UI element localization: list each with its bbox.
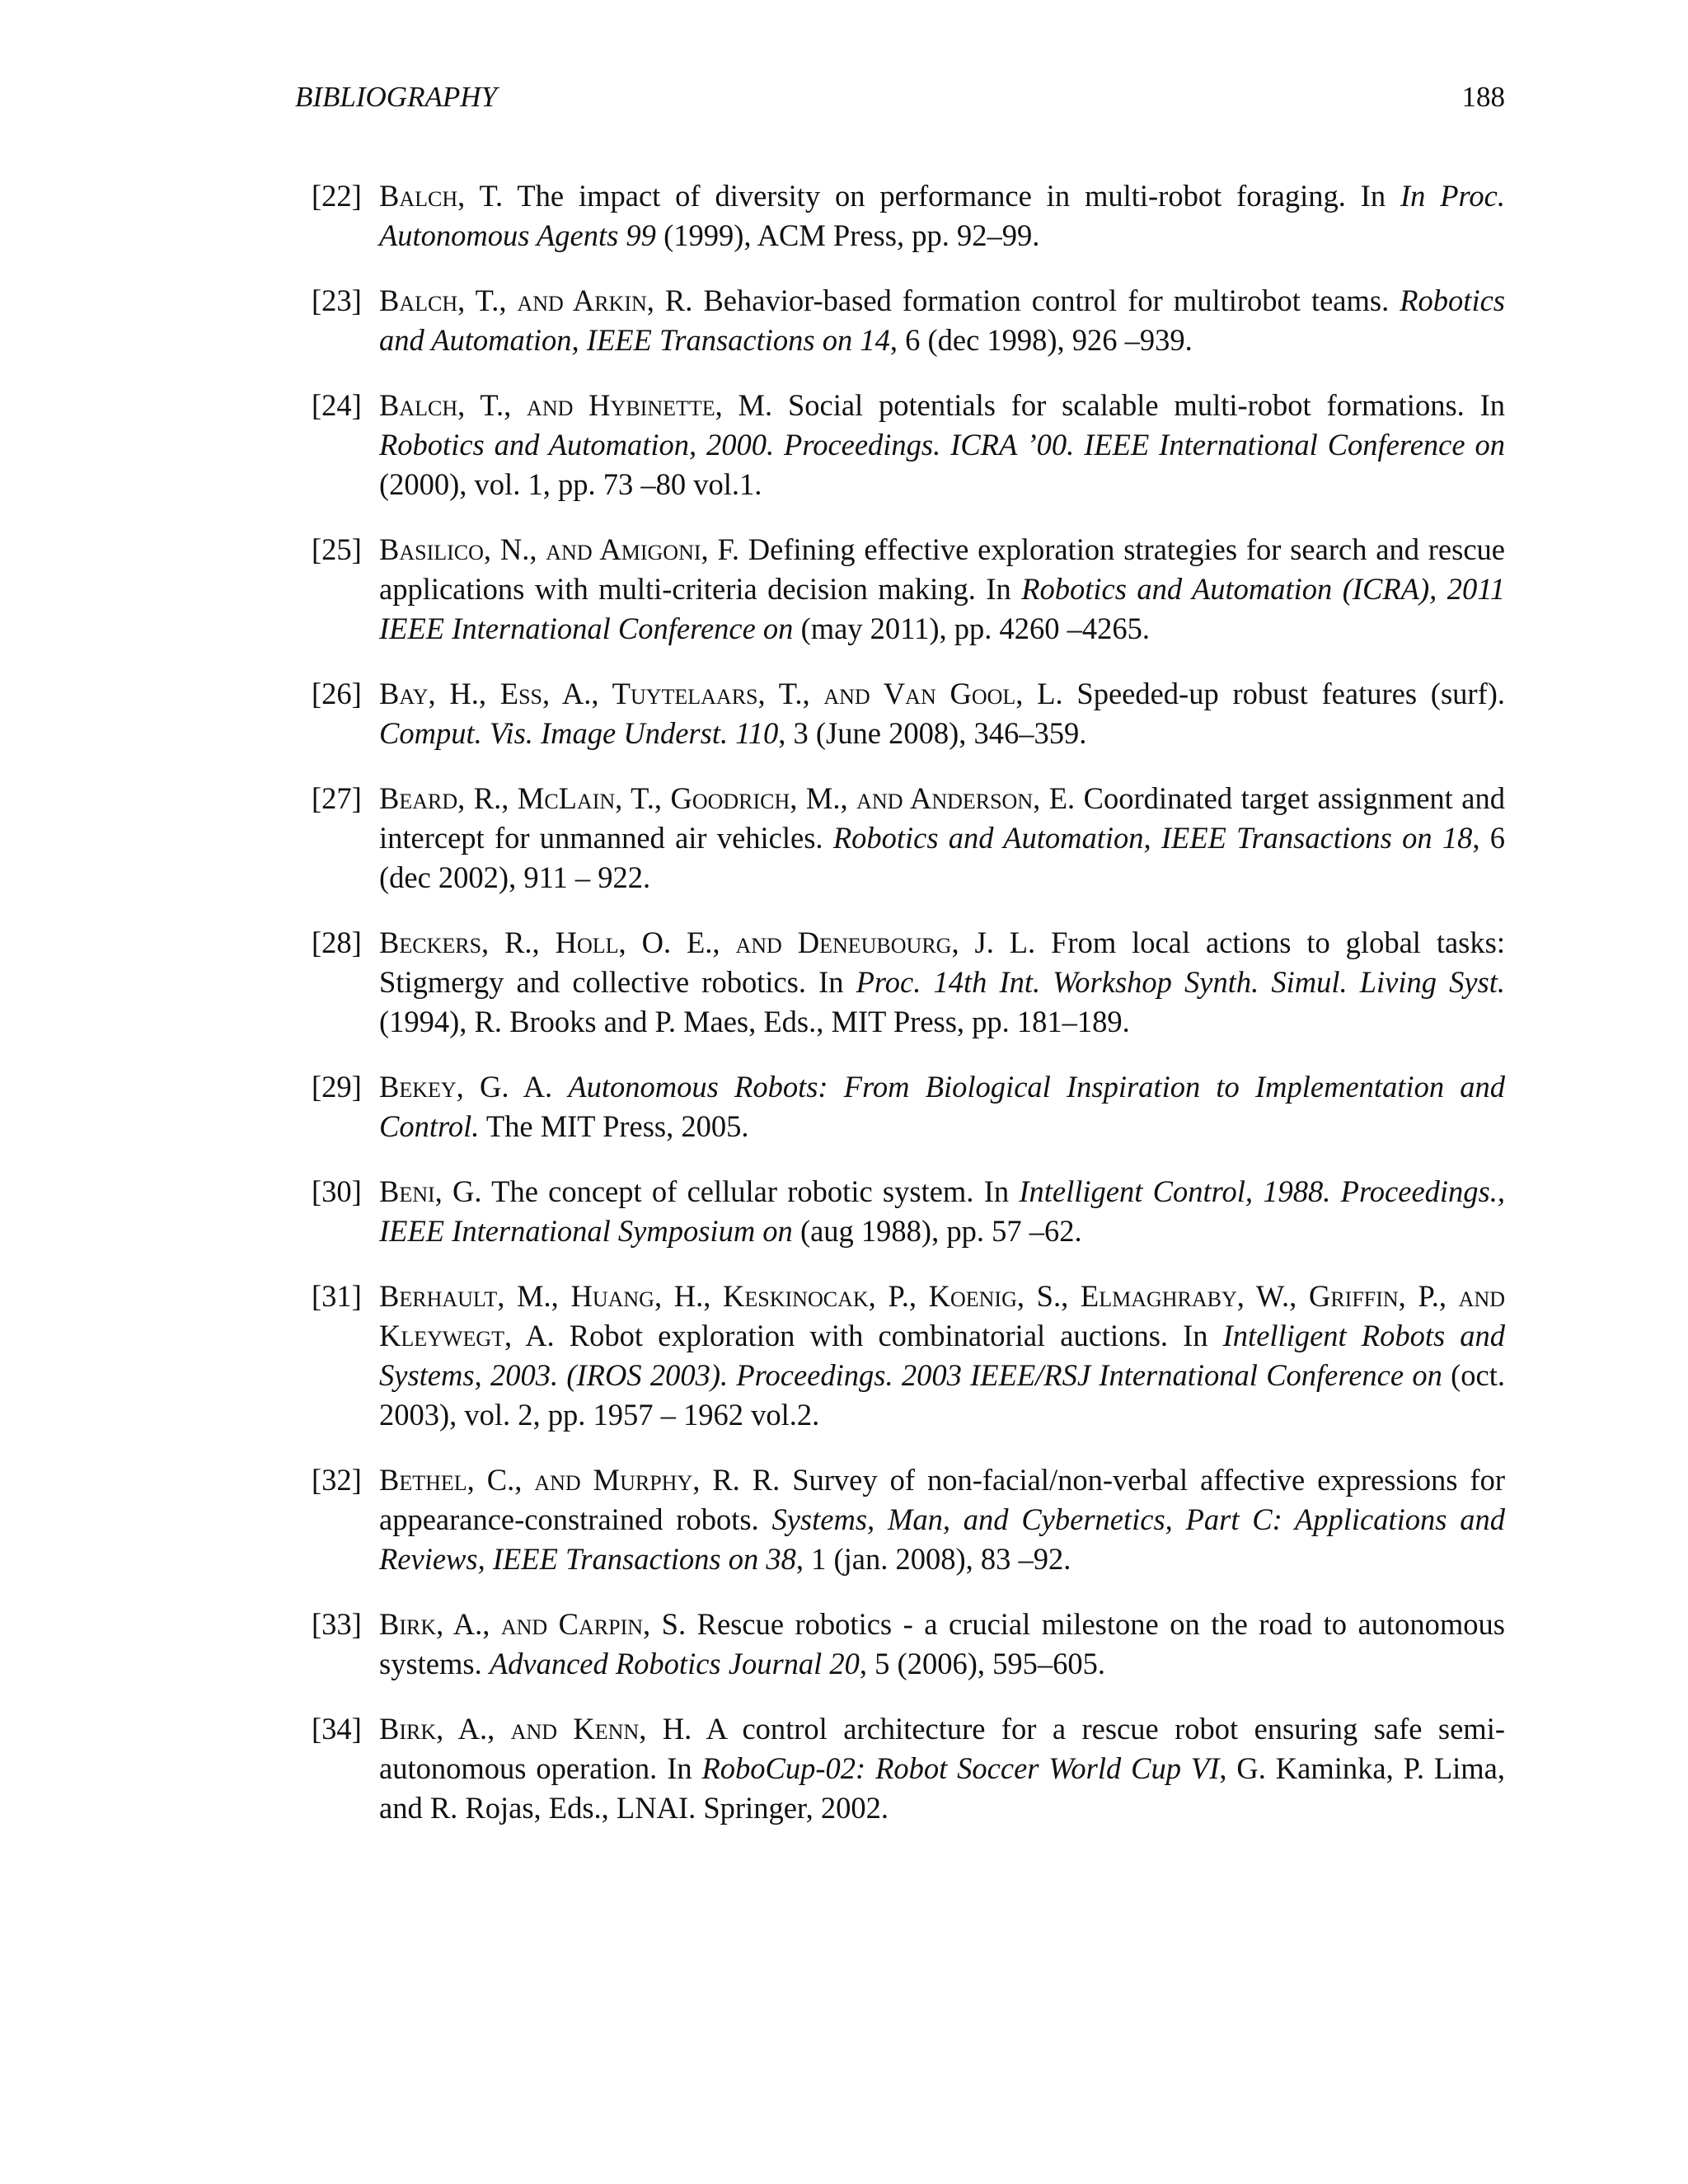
bib-entry-22 — [295, 176, 1505, 255]
entry-authors: Balch, T., and Hybinette, M. — [379, 388, 773, 422]
bibliography-list — [295, 176, 1505, 1854]
entry-title: Survey of non-facial/non-verbal affective expressions for appearance-constrained robots. — [379, 1463, 1505, 1536]
entry-title: Social potentials for scalable multi-robot formations. In — [772, 388, 1505, 422]
entry-venue: Autonomous Robots: From Biological Inspiration to Implementation and Control. — [379, 1070, 1506, 1143]
entry-details: (may 2011), pp. 4260 –4265. — [793, 612, 1150, 645]
entry-authors: Bethel, C., and Murphy, R. R. — [379, 1463, 781, 1497]
bib-entry-33 — [295, 1605, 1505, 1684]
entry-title: Defining effective exploration strategies for search and rescue applications with multi-criteria decision making. In — [379, 532, 1505, 606]
bib-entry-29 — [295, 1067, 1505, 1146]
entry-venue: Intelligent Robots and Systems, 2003. (IROS 2003). Proceedings. 2003 IEEE/RSJ International Conference on — [379, 1319, 1506, 1392]
entry-label: [33] — [312, 1607, 362, 1641]
bib-entry-26 — [295, 674, 1505, 753]
entry-authors: Beard, R., McLain, T., Goodrich, M., and Anderson, E. — [379, 781, 1076, 815]
entry-label: [30] — [312, 1174, 362, 1208]
entry-details: , 1 (jan. 2008), 83 –92. — [795, 1542, 1071, 1576]
bib-entry-31 — [295, 1277, 1505, 1435]
entry-label: [22] — [312, 179, 362, 213]
entry-venue: Robotics and Automation, 2000. Proceedings. ICRA ’00. IEEE International Conference on — [379, 428, 1505, 462]
entry-authors: Beni, G. — [379, 1174, 482, 1208]
entry-details: (aug 1988), pp. 57 –62. — [792, 1214, 1082, 1248]
entry-details: (2000), vol. 1, pp. 73 –80 vol.1. — [379, 467, 762, 501]
entry-label: [24] — [312, 388, 362, 422]
bib-entry-30 — [295, 1172, 1505, 1251]
entry-venue: Comput. Vis. Image Underst. 110 — [379, 716, 779, 750]
entry-venue: RoboCup-02: Robot Soccer World Cup VI — [701, 1751, 1220, 1785]
entry-details: , G. Kaminka, P. Lima, and R. Rojas, Eds., LNAI. Springer, 2002. — [379, 1751, 1506, 1825]
section-title: BIBLIOGRAPHY — [295, 81, 497, 113]
bib-entry-34 — [295, 1709, 1505, 1828]
entry-label: [25] — [312, 532, 362, 566]
entry-details: The MIT Press, 2005. — [479, 1109, 749, 1143]
entry-venue: Proc. 14th Int. Workshop Synth. Simul. Living Syst. — [856, 965, 1506, 999]
entry-authors: Beckers, R., Holl, O. E., and Deneubourg, J. L. — [379, 926, 1036, 959]
entry-title: The concept of cellular robotic system. In — [481, 1174, 1020, 1208]
page-number: 188 — [1461, 81, 1505, 113]
bib-entry-25 — [295, 530, 1505, 649]
entry-authors: Birk, A., and Carpin, S. — [379, 1607, 687, 1641]
entry-details: (oct. 2003), vol. 2, pp. 1957 – 1962 vol.2. — [379, 1358, 1505, 1432]
entry-venue: In Proc. Autonomous Agents 99 — [379, 179, 1505, 252]
entry-title: The impact of diversity on performance in multi-robot foraging. In — [503, 179, 1400, 213]
entry-title: Speeded-up robust features (surf). — [1062, 677, 1506, 710]
entry-details: (1994), R. Brooks and P. Maes, Eds., MIT Press, pp. 181–189. — [379, 1005, 1130, 1038]
entry-details: , 5 (2006), 595–605. — [859, 1647, 1105, 1680]
entry-authors: Balch, T., and Arkin, R. — [379, 284, 693, 317]
entry-title: A control architecture for a rescue robot ensuring safe semi-autonomous operation. In — [379, 1712, 1505, 1785]
entry-venue: Intelligent Control, 1988. Proceedings., IEEE International Symposium on — [379, 1174, 1505, 1248]
entry-label: [23] — [312, 284, 362, 317]
entry-venue: Systems, Man, and Cybernetics, Part C: Applications and Reviews, IEEE Transactions on 38 — [379, 1502, 1505, 1576]
bib-entry-24 — [295, 386, 1505, 504]
entry-details: (1999), ACM Press, pp. 92–99. — [655, 218, 1040, 252]
entry-title: From local actions to global tasks: Stigmergy and collective robotics. In — [379, 926, 1505, 999]
entry-authors: Berhault, M., Huang, H., Keskinocak, P., Koenig, S., Elmaghraby, W., Griffin, P., and Kleywegt, A. — [379, 1279, 1505, 1352]
entry-authors: Balch, T. — [379, 179, 504, 213]
entry-details: , 3 (June 2008), 346–359. — [778, 716, 1087, 750]
entry-label: [26] — [312, 677, 362, 710]
entry-label: [31] — [312, 1279, 362, 1313]
entry-title: Behavior-based formation control for multirobot teams. — [692, 284, 1400, 317]
entry-title: Robot exploration with combinatorial auctions. In — [554, 1319, 1223, 1352]
entry-label: [27] — [312, 781, 362, 815]
entry-title: Rescue robotics - a crucial milestone on the road to autonomous systems. — [379, 1607, 1505, 1680]
entry-label: [34] — [312, 1712, 362, 1746]
entry-label: [28] — [312, 926, 362, 959]
bib-entry-27 — [295, 779, 1505, 898]
entry-venue: Robotics and Automation, IEEE Transactions on 18 — [832, 821, 1473, 855]
entry-details: , 6 (dec 1998), 926 –939. — [889, 323, 1193, 357]
document-page — [295, 0, 1505, 2184]
entry-title — [552, 1070, 568, 1104]
entry-authors: Basilico, N., and Amigoni, F. — [379, 532, 739, 566]
entry-authors: Bekey, G. A. — [379, 1070, 553, 1104]
entry-authors: Bay, H., Ess, A., Tuytelaars, T., and Van Gool, L. — [379, 677, 1063, 710]
entry-venue: Advanced Robotics Journal 20 — [489, 1647, 860, 1680]
entry-venue: Robotics and Automation, IEEE Transactions on 14 — [379, 284, 1505, 357]
bib-entry-23 — [295, 281, 1505, 360]
entry-label: [29] — [312, 1070, 362, 1104]
entry-venue: Robotics and Automation (ICRA), 2011 IEEE International Conference on — [379, 572, 1505, 645]
entry-authors: Birk, A., and Kenn, H. — [379, 1712, 692, 1746]
entry-details: , 6 (dec 2002), 911 – 922. — [379, 821, 1505, 894]
entry-label: [32] — [312, 1463, 362, 1497]
bib-entry-32 — [295, 1460, 1505, 1579]
bib-entry-28 — [295, 923, 1505, 1042]
running-header — [295, 81, 1505, 122]
entry-title: Coordinated target assignment and intercept for unmanned air vehicles. — [379, 781, 1506, 855]
